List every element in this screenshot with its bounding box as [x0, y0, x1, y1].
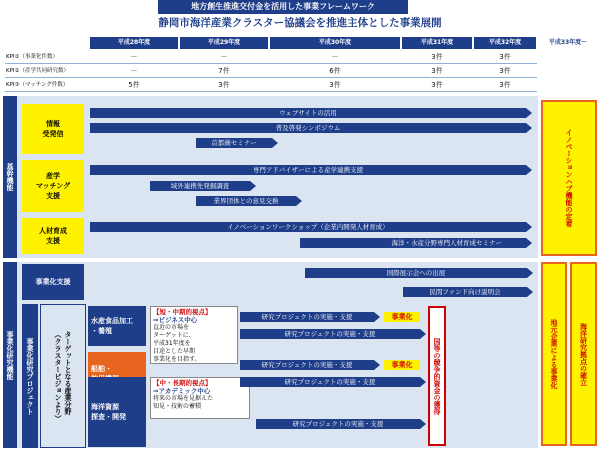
- exhibition-arrow: 国際展示会への出展: [305, 268, 527, 278]
- year-header-h30: 平成30年度: [270, 37, 400, 49]
- kpi3-h28: 5件: [128, 81, 140, 89]
- short-term-title: 【短・中期的視点】: [153, 308, 212, 316]
- kpi-label-2: KPI②（産学共同研究数）: [6, 68, 69, 74]
- project-ship-equipment: 船舶・: [88, 352, 146, 396]
- kpi1-h32: 3件: [499, 53, 511, 61]
- short-term-note: [150, 306, 238, 364]
- research-arrow-ship-1: 研究プロジェクトの実施・支援: [240, 360, 374, 370]
- commercialize-badge-food: 事業化: [384, 312, 420, 322]
- kpi3-h30: 3件: [329, 81, 341, 89]
- kpi1-h31: 3件: [431, 53, 443, 61]
- kpi1-h28: －: [130, 53, 138, 61]
- year-header-h32: 平成32年度: [474, 37, 536, 49]
- project-label: 事業化研究プロジェクト: [22, 304, 38, 448]
- info-section-label: 情報 受発信: [22, 104, 84, 154]
- project-marine-resources: 海洋資源 探査・開発: [88, 377, 146, 447]
- kpi1-h30: －: [331, 53, 339, 61]
- year-header-h31: 平成31年度: [402, 37, 472, 49]
- research-base-box: 海洋研究拠点の確立: [570, 262, 597, 446]
- commercial-research-label: 事業化研究機能: [3, 262, 17, 448]
- year-header-h33: 平成33年度～: [538, 37, 598, 49]
- commercialize-badge-ship: 事業化: [384, 360, 420, 370]
- short-term-subtitle: ⇒ビジネス中心: [153, 316, 198, 324]
- long-term-subtitle: ⇒アカデミック中心: [153, 387, 211, 395]
- long-term-title: 【中・長期的視点】: [153, 379, 212, 387]
- kpi2-h32: 3件: [499, 67, 511, 75]
- commercial-support-label: 事業化支援: [22, 264, 84, 300]
- kpi3-h31: 3件: [431, 81, 443, 89]
- hr-section-label: 人材育成 支援: [22, 218, 84, 254]
- target-industry-label: ターゲットとなる産業分野 （クラスタービジョンより）: [40, 304, 86, 448]
- matching-section-label: 産学 マッチング 支援: [22, 160, 84, 212]
- project-food-processing: 水産食品加工 ・養殖: [88, 306, 146, 346]
- research-arrow-resource: 研究プロジェクトの実施・支援: [256, 419, 420, 429]
- kpi-label-1: KPI①（事業化件数）: [6, 54, 58, 60]
- year-header-h29: 平成29年度: [180, 37, 268, 49]
- kpi2-h29: 7件: [218, 67, 230, 75]
- short-term-body: 直近の市場を ターゲットに、 平成31年度を 目途とした早期 事業化を目指す。: [153, 324, 201, 363]
- national-funds-box: 国等の競争的資金の獲得: [428, 306, 446, 446]
- kpi2-h31: 3件: [431, 67, 443, 75]
- base-functions-panel: [16, 96, 538, 258]
- fund-briefing-arrow: 民間ファンド向け説明会: [403, 287, 527, 297]
- kpi3-h29: 3件: [218, 81, 230, 89]
- page-title: 静岡市海洋産業クラスター協議会を推進主体とした事業展開: [158, 17, 442, 29]
- workshop-arrow: イノベーションワークショップ（企業内開発人材育成）: [90, 222, 526, 232]
- long-term-body: 将来の市場を見据えた 知見・技術の蓄積: [153, 395, 214, 410]
- symposium-arrow: 普及啓発シンポジウム: [90, 123, 526, 133]
- kpi2-h30: 6件: [329, 67, 341, 75]
- base-functions-label: 基幹機能: [3, 96, 17, 258]
- kpi-label-3: KPI③（マッチング件数）: [6, 82, 69, 88]
- innovation-hub-box: イノベーションハブ機能の定着: [541, 100, 597, 256]
- capital-seminar-arrow: 首都圏セミナー: [196, 138, 272, 148]
- industry-exchange-arrow: 業界団体との意見交換: [196, 196, 296, 206]
- kpi3-h32: 3件: [499, 81, 511, 89]
- regional-survey-arrow: 域外連携先発掘調査: [150, 181, 250, 191]
- advisor-arrow: 専門アドバイザーによる産学連携支援: [90, 165, 526, 175]
- marine-seminar-arrow: 海洋・水産分野専門人材育成セミナー: [300, 238, 526, 248]
- research-arrow-food-2: 研究プロジェクトの実施・支援: [240, 329, 420, 339]
- research-arrow-food-1: 研究プロジェクトの実施・支援: [240, 312, 374, 322]
- research-arrow-ship-2: 研究プロジェクトの実施・支援: [240, 377, 420, 387]
- year-header-h28: 平成28年度: [90, 37, 178, 49]
- long-term-note: [150, 377, 250, 419]
- kpi2-h28: －: [130, 67, 138, 75]
- kpi1-h29: －: [220, 53, 228, 61]
- local-business-box: 地元企業による事業化: [541, 262, 567, 446]
- website-arrow: ウェブサイトの活用: [90, 108, 526, 118]
- framework-banner: 地方創生推進交付金を活用した事業フレームワーク: [158, 0, 408, 14]
